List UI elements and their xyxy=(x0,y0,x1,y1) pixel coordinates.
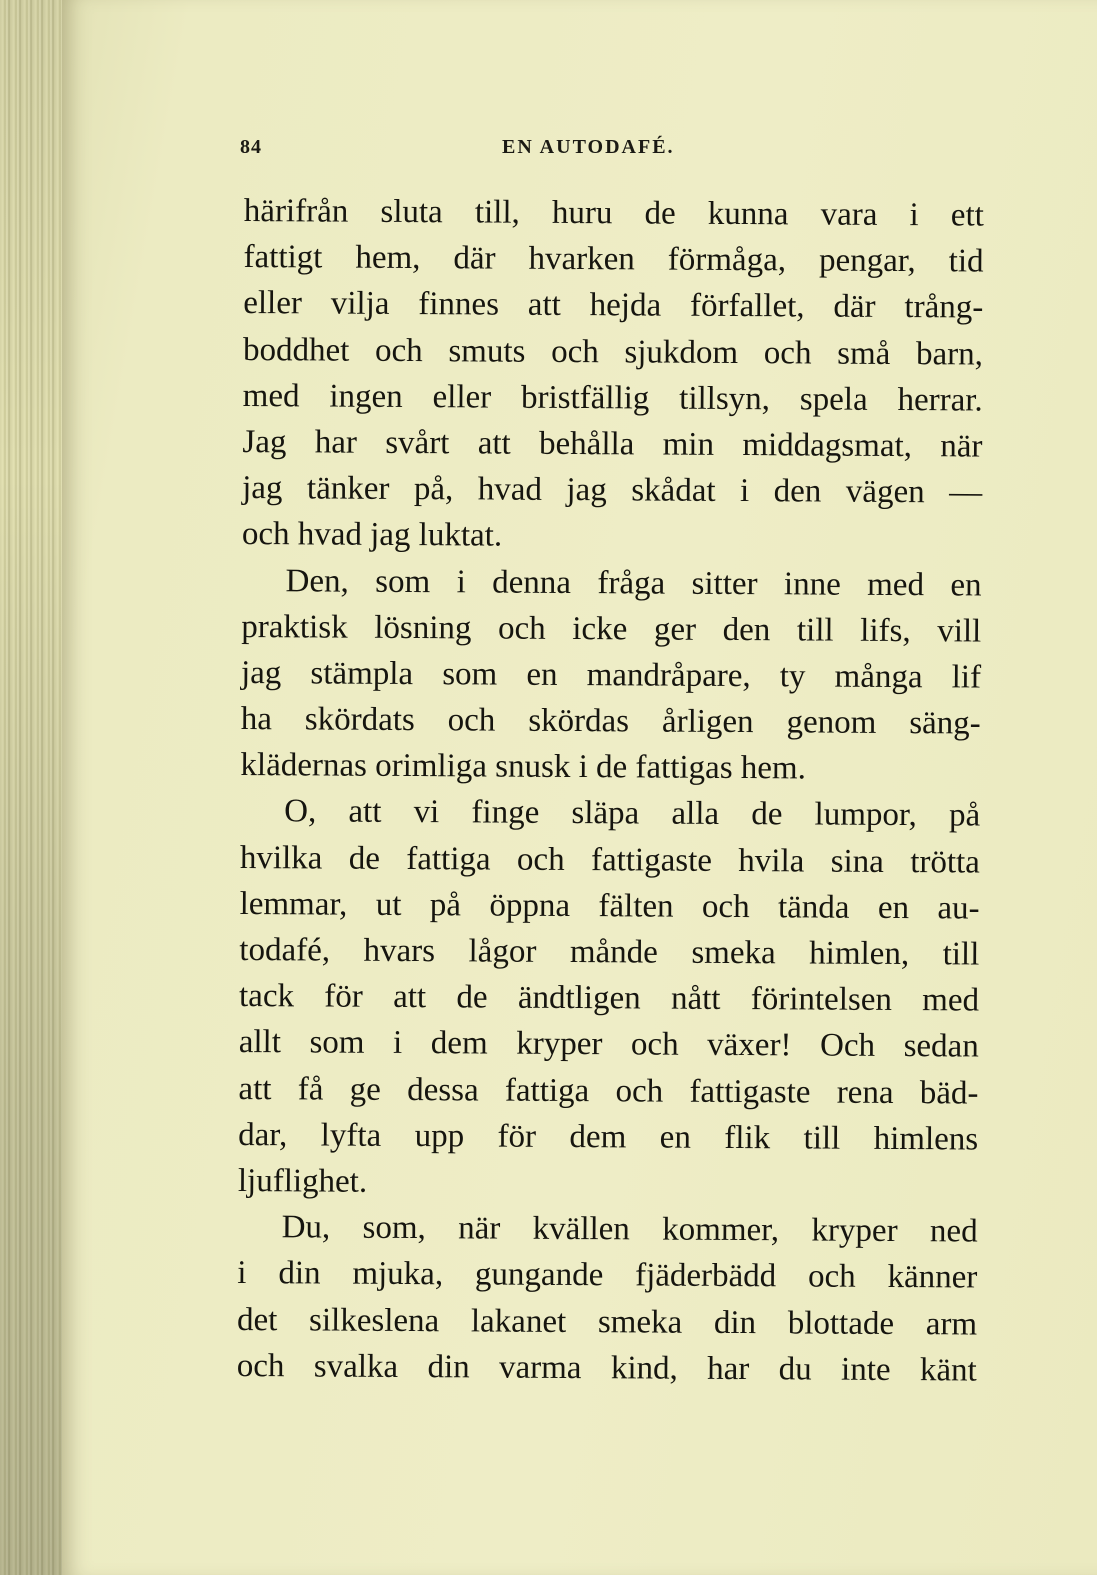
text-line: klädernas orimliga snusk i de fattigas hem. xyxy=(240,747,807,787)
text-line: härifrån sluta till, huru de kunna vara i ett xyxy=(243,192,984,234)
text-line: ljuflighet. xyxy=(237,1162,368,1200)
text-line: lemmar, ut på öppna fälten och tända en au- xyxy=(239,885,980,927)
text-line: ha skördats och skördas årligen genom säng- xyxy=(240,701,981,742)
text-line: att få ge dessa fattiga och fattigaste rena bäd- xyxy=(238,1070,979,1112)
text-line: fattigt hem, där hvarken förmåga, pengar, tid xyxy=(243,239,984,280)
text-line: tack för att de ändtligen nått förintelsen med xyxy=(238,978,980,1019)
text-line: allt som i dem kryper och växer! Och sedan xyxy=(238,1024,979,1065)
text-line: boddhet och smuts och sjukdom och små barn, xyxy=(242,331,984,373)
text-line: det silkeslena lakanet smeka din blottade arm xyxy=(236,1301,978,1342)
text-line: jag stämpla som en mandråpare, ty många lif xyxy=(240,654,982,696)
text-line: och hvad jag luktat. xyxy=(241,516,503,554)
text-line: Den, som i denna fråga sitter inne med en xyxy=(285,562,982,604)
text-line: med ingen eller bristfällig tillsyn, spela herrar. xyxy=(242,377,983,419)
text-line: Jag har svårt att behålla min middagsmat, när xyxy=(242,423,983,465)
book-page-edges xyxy=(0,0,70,1575)
page-header xyxy=(240,132,700,168)
text-line: i din mjuka, gungande fjäderbädd och känner xyxy=(237,1255,978,1296)
text-line: jag tänker på, hvad jag skådat i den vägen — xyxy=(242,470,983,511)
body-text xyxy=(237,188,984,1393)
text-line: Du, som, när kvällen kommer, kryper ned xyxy=(281,1209,978,1250)
text-line: dar, lyfta upp för dem en flik till himlens xyxy=(238,1116,979,1158)
text-line: eller vilja finnes att hejda förfallet, där trång- xyxy=(243,285,984,326)
text-line: todafé, hvars lågor månde smeka himlen, till xyxy=(239,931,980,973)
text-line: O, att vi finge släpa alla de lumpor, på xyxy=(284,793,981,834)
text-line: hvilka de fattiga och fattigaste hvila sina trötta xyxy=(239,839,981,881)
text-line: praktisk lösning och icke ger den till lifs, vill xyxy=(241,608,982,650)
page-number: 84 xyxy=(240,136,262,158)
text-line: och svalka din varma kind, har du inte känt xyxy=(236,1347,977,1389)
running-head: EN AUTODAFÉ. xyxy=(502,136,675,158)
